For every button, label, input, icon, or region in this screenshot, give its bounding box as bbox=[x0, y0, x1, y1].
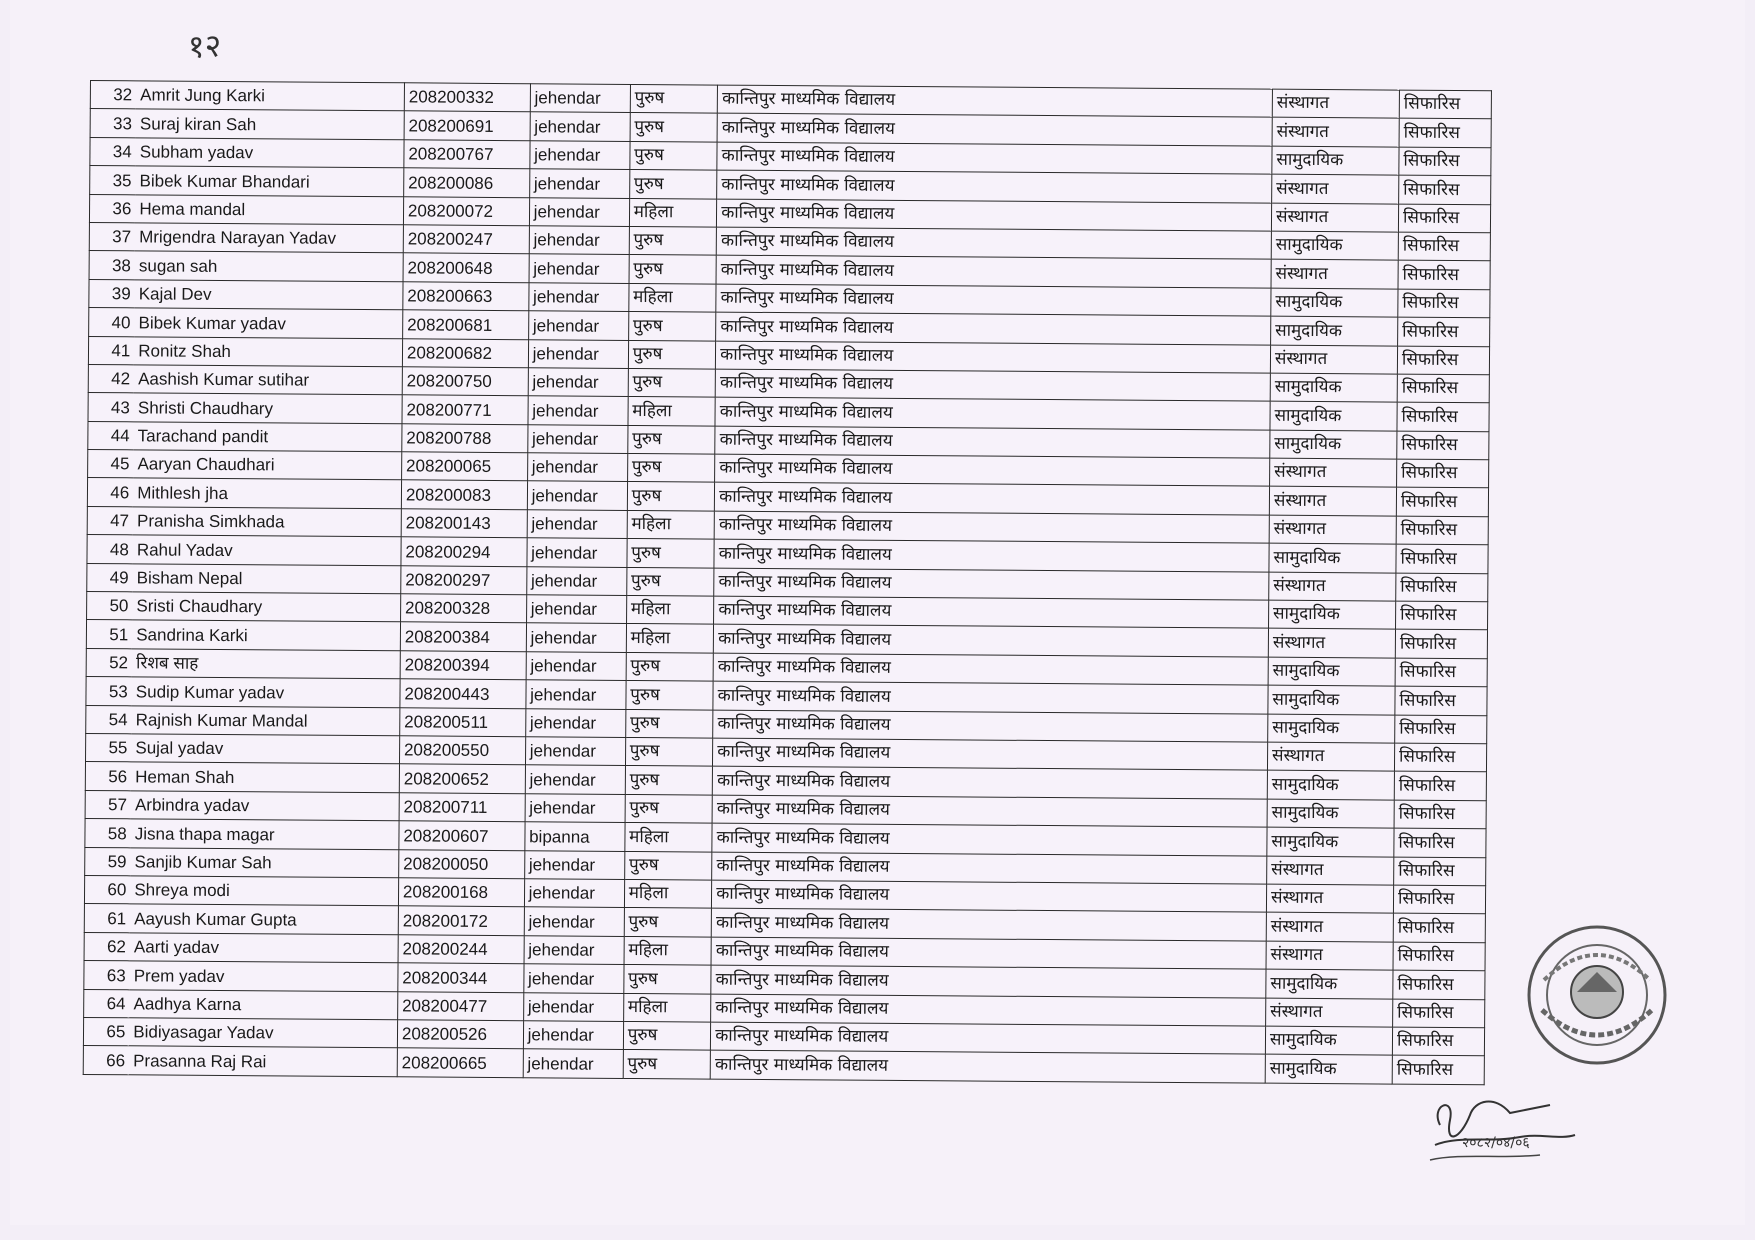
school-name-cell: कान्तिपुर माध्यमिक विद्यालय bbox=[713, 710, 1268, 742]
serial-number-cell: 60 bbox=[84, 875, 130, 904]
serial-number-cell: 56 bbox=[85, 762, 131, 791]
school-name-cell: कान्तिपुर माध्यमिक विद्यालय bbox=[717, 113, 1272, 145]
gender-cell: पुरुष bbox=[624, 908, 712, 937]
roll-number-cell: 208200328 bbox=[400, 594, 526, 623]
gender-cell: पुरुष bbox=[625, 737, 713, 766]
school-type-cell: सामुदायिक bbox=[1272, 146, 1399, 175]
school-type-cell: सामुदायिक bbox=[1268, 714, 1395, 743]
recommendation-cell: सिफारिस bbox=[1394, 857, 1486, 886]
school-type-cell: संस्थागत bbox=[1271, 203, 1398, 232]
recommendation-cell: सिफारिस bbox=[1399, 90, 1491, 119]
serial-number-cell: 59 bbox=[85, 847, 131, 876]
school-type-cell: सामुदायिक bbox=[1270, 373, 1397, 402]
gender-cell: महिला bbox=[623, 993, 711, 1022]
school-name-cell: कान्तिपुर माध्यमिक विद्यालय bbox=[716, 227, 1271, 259]
school-type-cell: संस्थागत bbox=[1267, 742, 1394, 771]
student-name-cell: sugan sah bbox=[135, 251, 403, 281]
user-cell: jehendar bbox=[529, 197, 629, 226]
school-name-cell: कान्तिपुर माध्यमिक विद्यालय bbox=[714, 511, 1269, 543]
gender-cell: महिला bbox=[629, 283, 717, 312]
serial-number-cell: 65 bbox=[83, 1017, 129, 1046]
gender-cell: महिला bbox=[627, 510, 715, 539]
school-name-cell: कान्तिपुर माध्यमिक विद्यालय bbox=[711, 994, 1266, 1026]
gender-cell: पुरुष bbox=[624, 965, 712, 994]
serial-number-cell: 43 bbox=[88, 393, 134, 422]
user-cell: jehendar bbox=[526, 623, 626, 652]
user-cell: jehendar bbox=[524, 850, 624, 879]
gender-cell: पुरुष bbox=[629, 170, 717, 199]
user-cell: bipanna bbox=[525, 822, 625, 851]
user-cell: jehendar bbox=[527, 481, 627, 510]
recommendation-cell: सिफारिस bbox=[1395, 658, 1487, 687]
user-cell: jehendar bbox=[527, 453, 627, 482]
gender-cell: पुरुष bbox=[626, 567, 714, 596]
gender-cell: महिला bbox=[625, 823, 713, 852]
user-cell: jehendar bbox=[529, 169, 629, 198]
gender-cell: पुरुष bbox=[630, 113, 718, 142]
student-name-cell: Subham yadav bbox=[136, 138, 404, 168]
gender-cell: पुरुष bbox=[626, 681, 714, 710]
gender-cell: पुरुष bbox=[628, 368, 716, 397]
student-name-cell: Aaryan Chaudhari bbox=[133, 450, 401, 480]
serial-number-cell: 35 bbox=[90, 166, 136, 195]
serial-number-cell: 36 bbox=[89, 194, 135, 223]
roll-number-cell: 208200297 bbox=[401, 565, 527, 594]
user-cell: jehendar bbox=[528, 311, 628, 340]
gender-cell: पुरुष bbox=[627, 425, 715, 454]
recommendation-cell: सिफारिस bbox=[1397, 402, 1489, 431]
school-name-cell: कान्तिपुर माध्यमिक विद्यालय bbox=[716, 341, 1271, 373]
user-cell: jehendar bbox=[528, 339, 628, 368]
roll-number-cell: 208200788 bbox=[402, 423, 528, 452]
gender-cell: पुरुष bbox=[629, 255, 717, 284]
school-type-cell: संस्थागत bbox=[1269, 515, 1396, 544]
gender-cell: पुरुष bbox=[627, 482, 715, 511]
user-cell: jehendar bbox=[529, 254, 629, 283]
recommendation-cell: सिफारिस bbox=[1397, 431, 1489, 460]
roll-number-cell: 208200072 bbox=[403, 196, 529, 225]
roll-number-cell: 208200247 bbox=[403, 225, 529, 254]
user-cell: jehendar bbox=[526, 566, 626, 595]
school-name-cell: कान्तिपुर माध्यमिक विद्यालय bbox=[710, 1050, 1265, 1082]
roll-number-cell: 208200711 bbox=[399, 793, 525, 822]
school-name-cell: कान्तिपुर माध्यमिक विद्यालय bbox=[711, 908, 1266, 940]
school-type-cell: सामुदायिक bbox=[1270, 430, 1397, 459]
user-cell: jehendar bbox=[523, 1049, 623, 1078]
school-name-cell: कान्तिपुर माध्यमिक विद्यालय bbox=[711, 965, 1266, 997]
roll-number-cell: 208200332 bbox=[404, 83, 530, 112]
school-type-cell: सामुदायिक bbox=[1271, 316, 1398, 345]
roll-number-cell: 208200384 bbox=[400, 622, 526, 651]
serial-number-cell: 45 bbox=[88, 450, 134, 479]
serial-number-cell: 51 bbox=[86, 620, 132, 649]
student-name-cell: Hema mandal bbox=[135, 194, 403, 224]
school-type-cell: संस्थागत bbox=[1266, 884, 1393, 913]
user-cell: jehendar bbox=[530, 141, 630, 170]
school-name-cell: कान्तिपुर माध्यमिक विद्यालय bbox=[712, 823, 1267, 855]
roll-number-cell: 208200681 bbox=[403, 310, 529, 339]
school-type-cell: संस्थागत bbox=[1269, 487, 1396, 516]
gender-cell: पुरुष bbox=[625, 709, 713, 738]
recommendation-cell: सिफारिस bbox=[1394, 800, 1486, 829]
gender-cell: पुरुष bbox=[628, 340, 716, 369]
student-name-cell: Heman Shah bbox=[131, 762, 399, 792]
student-name-cell: Pranisha Simkhada bbox=[133, 507, 401, 537]
recommendation-cell: सिफारिस bbox=[1393, 885, 1485, 914]
table-body bbox=[83, 81, 1491, 1085]
serial-number-cell: 46 bbox=[87, 478, 133, 507]
school-name-cell: कान्तिपुर माध्यमिक विद्यालय bbox=[717, 142, 1272, 174]
roll-number-cell: 208200767 bbox=[404, 140, 530, 169]
roll-number-cell: 208200750 bbox=[402, 367, 528, 396]
gender-cell: महिला bbox=[624, 879, 712, 908]
student-name-cell: Aadhya Karna bbox=[129, 989, 397, 1019]
roll-number-cell: 208200065 bbox=[401, 452, 527, 481]
user-cell: jehendar bbox=[526, 652, 626, 681]
school-name-cell: कान्तिपुर माध्यमिक विद्यालय bbox=[711, 1022, 1266, 1054]
serial-number-cell: 62 bbox=[84, 932, 130, 961]
user-cell: jehendar bbox=[523, 964, 623, 993]
school-type-cell: संस्थागत bbox=[1268, 629, 1395, 658]
serial-number-cell: 64 bbox=[84, 989, 130, 1018]
student-name-cell: Bibek Kumar Bhandari bbox=[135, 166, 403, 196]
serial-number-cell: 58 bbox=[85, 819, 131, 848]
student-name-cell: Suraj kiran Sah bbox=[136, 109, 404, 139]
recommendation-cell: सिफारिस bbox=[1394, 771, 1486, 800]
recommendation-cell: सिफारिस bbox=[1397, 346, 1489, 375]
recommendation-cell: सिफारिस bbox=[1396, 573, 1488, 602]
student-name-cell: Shristi Chaudhary bbox=[134, 393, 402, 423]
student-name-cell: Sanjib Kumar Sah bbox=[130, 847, 398, 877]
serial-number-cell: 66 bbox=[83, 1046, 129, 1075]
student-name-cell: Bisham Nepal bbox=[133, 563, 401, 593]
recommendation-cell: सिफारिस bbox=[1398, 289, 1490, 318]
gender-cell: पुरुष bbox=[629, 226, 717, 255]
recommendation-cell: सिफारिस bbox=[1398, 204, 1490, 233]
recommendation-cell: सिफारिस bbox=[1397, 459, 1489, 488]
school-type-cell: संस्थागत bbox=[1269, 572, 1396, 601]
user-cell: jehendar bbox=[528, 282, 628, 311]
recommendation-cell: सिफारिस bbox=[1395, 715, 1487, 744]
recommendation-cell: सिफारिस bbox=[1395, 601, 1487, 630]
student-name-cell: Kajal Dev bbox=[135, 280, 403, 310]
gender-cell: पुरुष bbox=[626, 652, 714, 681]
school-type-cell: सामुदायिक bbox=[1265, 1026, 1392, 1055]
school-type-cell: संस्थागत bbox=[1270, 345, 1397, 374]
document-page bbox=[10, 0, 1745, 1225]
serial-number-cell: 44 bbox=[88, 421, 134, 450]
user-cell: jehendar bbox=[527, 424, 627, 453]
user-cell: jehendar bbox=[530, 112, 630, 141]
school-type-cell: संस्थागत bbox=[1272, 89, 1399, 118]
gender-cell: पुरुष bbox=[627, 454, 715, 483]
gender-cell: पुरुष bbox=[624, 851, 712, 880]
roll-number-cell: 208200172 bbox=[398, 906, 524, 935]
school-name-cell: कान्तिपुर माध्यमिक विद्यालय bbox=[714, 625, 1269, 657]
recommendation-cell: सिफारिस bbox=[1395, 630, 1487, 659]
roll-number-cell: 208200477 bbox=[398, 991, 524, 1020]
school-type-cell: संस्थागत bbox=[1266, 912, 1393, 941]
gender-cell: महिला bbox=[626, 624, 714, 653]
school-name-cell: कान्तिपुर माध्यमिक विद्यालय bbox=[716, 284, 1271, 316]
roll-number-cell: 208200648 bbox=[403, 253, 529, 282]
student-records-table bbox=[83, 80, 1492, 1085]
school-type-cell: सामुदायिक bbox=[1271, 231, 1398, 260]
serial-number-cell: 50 bbox=[87, 592, 133, 621]
gender-cell: महिला bbox=[624, 936, 712, 965]
student-name-cell: Aashish Kumar sutihar bbox=[134, 365, 402, 395]
serial-number-cell: 55 bbox=[86, 733, 132, 762]
page-number: १२ bbox=[187, 26, 223, 66]
gender-cell: महिला bbox=[629, 198, 717, 227]
serial-number-cell: 49 bbox=[87, 563, 133, 592]
gender-cell: पुरुष bbox=[630, 84, 718, 113]
user-cell: jehendar bbox=[525, 737, 625, 766]
school-name-cell: कान्तिपुर माध्यमिक विद्यालय bbox=[717, 85, 1272, 117]
roll-number-cell: 208200665 bbox=[397, 1048, 523, 1077]
recommendation-cell: सिफारिस bbox=[1398, 317, 1490, 346]
student-name-cell: Rajnish Kumar Mandal bbox=[132, 705, 400, 735]
student-name-cell: रिशब साह bbox=[132, 649, 400, 679]
serial-number-cell: 38 bbox=[89, 251, 135, 280]
roll-number-cell: 208200771 bbox=[402, 395, 528, 424]
signature-date: २०८२/०४/०६ bbox=[1462, 1135, 1530, 1151]
school-type-cell: सामुदायिक bbox=[1267, 799, 1394, 828]
school-name-cell: कान्तिपुर माध्यमिक विद्यालय bbox=[714, 539, 1269, 571]
recommendation-cell: सिफारिस bbox=[1399, 118, 1491, 147]
student-name-cell: Ronitz Shah bbox=[134, 336, 402, 366]
recommendation-cell: सिफारिस bbox=[1393, 999, 1485, 1028]
school-type-cell: सामुदायिक bbox=[1268, 657, 1395, 686]
school-type-cell: सामुदायिक bbox=[1265, 1054, 1392, 1083]
student-name-cell: Jisna thapa magar bbox=[131, 819, 399, 849]
student-name-cell: Sandrina Karki bbox=[132, 620, 400, 650]
serial-number-cell: 39 bbox=[89, 279, 135, 308]
user-cell: jehendar bbox=[524, 879, 624, 908]
recommendation-cell: सिफारिस bbox=[1396, 516, 1488, 545]
school-type-cell: सामुदायिक bbox=[1268, 600, 1395, 629]
gender-cell: पुरुष bbox=[630, 141, 718, 170]
roll-number-cell: 208200526 bbox=[397, 1020, 523, 1049]
gender-cell: महिला bbox=[628, 397, 716, 426]
roll-number-cell: 208200394 bbox=[400, 651, 526, 680]
school-name-cell: कान्तिपुर माध्यमिक विद्यालय bbox=[712, 852, 1267, 884]
serial-number-cell: 63 bbox=[84, 961, 130, 990]
recommendation-cell: सिफारिस bbox=[1395, 686, 1487, 715]
recommendation-cell: सिफारिस bbox=[1397, 374, 1489, 403]
handwritten-signature bbox=[1400, 1085, 1600, 1175]
school-name-cell: कान्तिपुर माध्यमिक विद्यालय bbox=[715, 397, 1270, 429]
student-name-cell: Prasanna Raj Rai bbox=[129, 1046, 397, 1076]
user-cell: jehendar bbox=[530, 84, 630, 113]
roll-number-cell: 208200691 bbox=[404, 111, 530, 140]
office-seal-stamp bbox=[1522, 920, 1672, 1070]
school-name-cell: कान्तिपुर माध्यमिक विद्यालय bbox=[711, 937, 1266, 969]
recommendation-cell: सिफारिस bbox=[1394, 828, 1486, 857]
school-type-cell: संस्थागत bbox=[1266, 998, 1393, 1027]
school-name-cell: कान्तिपुर माध्यमिक विद्यालय bbox=[712, 766, 1267, 798]
roll-number-cell: 208200083 bbox=[401, 480, 527, 509]
student-name-cell: Sujal yadav bbox=[131, 734, 399, 764]
serial-number-cell: 48 bbox=[87, 535, 133, 564]
school-name-cell: कान्तिपुर माध्यमिक विद्यालय bbox=[714, 596, 1269, 628]
roll-number-cell: 208200607 bbox=[399, 821, 525, 850]
user-cell: jehendar bbox=[528, 368, 628, 397]
user-cell: jehendar bbox=[526, 680, 626, 709]
student-name-cell: Rahul Yadav bbox=[133, 535, 401, 565]
school-type-cell: सामुदायिक bbox=[1267, 827, 1394, 856]
student-name-cell: Bibek Kumar yadav bbox=[134, 308, 402, 338]
student-name-cell: Mrigendra Narayan Yadav bbox=[135, 223, 403, 253]
serial-number-cell: 52 bbox=[86, 648, 132, 677]
school-name-cell: कान्तिपुर माध्यमिक विद्यालय bbox=[715, 483, 1270, 515]
student-name-cell: Sudip Kumar yadav bbox=[132, 677, 400, 707]
recommendation-cell: सिफारिस bbox=[1399, 175, 1491, 204]
recommendation-cell: सिफारिस bbox=[1393, 913, 1485, 942]
user-cell: jehendar bbox=[523, 992, 623, 1021]
school-name-cell: कान्तिपुर माध्यमिक विद्यालय bbox=[716, 255, 1271, 287]
user-cell: jehendar bbox=[525, 708, 625, 737]
roll-number-cell: 208200652 bbox=[399, 764, 525, 793]
serial-number-cell: 37 bbox=[89, 222, 135, 251]
recommendation-cell: सिफारिस bbox=[1393, 942, 1485, 971]
roll-number-cell: 208200682 bbox=[402, 338, 528, 367]
student-name-cell: Mithlesh jha bbox=[133, 478, 401, 508]
school-name-cell: कान्तिपुर माध्यमिक विद्यालय bbox=[717, 199, 1272, 231]
gender-cell: पुरुष bbox=[627, 539, 715, 568]
recommendation-cell: सिफारिस bbox=[1399, 147, 1491, 176]
roll-number-cell: 208200511 bbox=[400, 707, 526, 736]
student-name-cell: Prem yadav bbox=[130, 961, 398, 991]
serial-number-cell: 41 bbox=[88, 336, 134, 365]
school-type-cell: सामुदायिक bbox=[1270, 401, 1397, 430]
roll-number-cell: 208200086 bbox=[404, 168, 530, 197]
roll-number-cell: 208200443 bbox=[400, 679, 526, 708]
gender-cell: पुरुष bbox=[625, 766, 713, 795]
school-name-cell: कान्तिपुर माध्यमिक विद्यालय bbox=[712, 880, 1267, 912]
school-name-cell: कान्तिपुर माध्यमिक विद्यालय bbox=[713, 738, 1268, 770]
school-type-cell: सामुदायिक bbox=[1266, 969, 1393, 998]
serial-number-cell: 33 bbox=[90, 109, 136, 138]
school-name-cell: कान्तिपुर माध्यमिक विद्यालय bbox=[715, 426, 1270, 458]
student-name-cell: Shreya modi bbox=[130, 876, 398, 906]
school-name-cell: कान्तिपुर माध्यमिक विद्यालय bbox=[715, 454, 1270, 486]
student-name-cell: Sristi Chaudhary bbox=[132, 592, 400, 622]
school-name-cell: कान्तिपुर माध्यमिक विद्यालय bbox=[714, 568, 1269, 600]
roll-number-cell: 208200143 bbox=[401, 509, 527, 538]
serial-number-cell: 53 bbox=[86, 677, 132, 706]
school-type-cell: सामुदायिक bbox=[1269, 543, 1396, 572]
user-cell: jehendar bbox=[525, 765, 625, 794]
roll-number-cell: 208200663 bbox=[403, 282, 529, 311]
recommendation-cell: सिफारिस bbox=[1398, 260, 1490, 289]
school-type-cell: संस्थागत bbox=[1266, 941, 1393, 970]
user-cell: jehendar bbox=[527, 510, 627, 539]
serial-number-cell: 57 bbox=[85, 790, 131, 819]
school-name-cell: कान्तिपुर माध्यमिक विद्यालय bbox=[713, 681, 1268, 713]
school-type-cell: सामुदायिक bbox=[1268, 685, 1395, 714]
student-name-cell: Aayush Kumar Gupta bbox=[130, 904, 398, 934]
school-name-cell: कान्तिपुर माध्यमिक विद्यालय bbox=[717, 170, 1272, 202]
serial-number-cell: 32 bbox=[90, 81, 136, 110]
user-cell: jehendar bbox=[529, 226, 629, 255]
roll-number-cell: 208200244 bbox=[398, 935, 524, 964]
serial-number-cell: 47 bbox=[87, 506, 133, 535]
gender-cell: पुरुष bbox=[628, 312, 716, 341]
student-name-cell: Aarti yadav bbox=[130, 933, 398, 963]
school-name-cell: कान्तिपुर माध्यमिक विद्यालय bbox=[715, 369, 1270, 401]
gender-cell: महिला bbox=[626, 595, 714, 624]
recommendation-cell: सिफारिस bbox=[1393, 970, 1485, 999]
recommendation-cell: सिफारिस bbox=[1396, 488, 1488, 517]
gender-cell: पुरुष bbox=[625, 794, 713, 823]
student-name-cell: Tarachand pandit bbox=[134, 422, 402, 452]
school-name-cell: कान्तिपुर माध्यमिक विद्यालय bbox=[712, 795, 1267, 827]
serial-number-cell: 34 bbox=[90, 137, 136, 166]
school-name-cell: कान्तिपुर माध्यमिक विद्यालय bbox=[716, 312, 1271, 344]
student-name-cell: Bidiyasagar Yadav bbox=[129, 1018, 397, 1048]
school-type-cell: सामुदायिक bbox=[1267, 771, 1394, 800]
serial-number-cell: 40 bbox=[89, 308, 135, 337]
serial-number-cell: 42 bbox=[88, 364, 134, 393]
user-cell: jehendar bbox=[524, 935, 624, 964]
roll-number-cell: 208200550 bbox=[399, 736, 525, 765]
recommendation-cell: सिफारिस bbox=[1392, 1055, 1484, 1084]
user-cell: jehendar bbox=[523, 1021, 623, 1050]
user-cell: jehendar bbox=[526, 595, 626, 624]
school-type-cell: संस्थागत bbox=[1270, 458, 1397, 487]
recommendation-cell: सिफारिस bbox=[1396, 544, 1488, 573]
recommendation-cell: सिफारिस bbox=[1394, 743, 1486, 772]
recommendation-cell: सिफारिस bbox=[1392, 1027, 1484, 1056]
student-name-cell: Amrit Jung Karki bbox=[136, 81, 404, 111]
serial-number-cell: 61 bbox=[84, 904, 130, 933]
gender-cell: पुरुष bbox=[623, 1050, 711, 1079]
user-cell: jehendar bbox=[524, 907, 624, 936]
gender-cell: पुरुष bbox=[623, 1021, 711, 1050]
school-type-cell: संस्थागत bbox=[1272, 118, 1399, 147]
recommendation-cell: सिफारिस bbox=[1398, 232, 1490, 261]
user-cell: jehendar bbox=[528, 396, 628, 425]
school-type-cell: संस्थागत bbox=[1267, 856, 1394, 885]
roll-number-cell: 208200168 bbox=[398, 878, 524, 907]
school-type-cell: सामुदायिक bbox=[1271, 288, 1398, 317]
student-name-cell: Arbindra yadav bbox=[131, 791, 399, 821]
school-name-cell: कान्तिपुर माध्यमिक विद्यालय bbox=[713, 653, 1268, 685]
user-cell: jehendar bbox=[527, 538, 627, 567]
roll-number-cell: 208200294 bbox=[401, 537, 527, 566]
school-type-cell: संस्थागत bbox=[1272, 174, 1399, 203]
user-cell: jehendar bbox=[525, 793, 625, 822]
school-type-cell: संस्थागत bbox=[1271, 260, 1398, 289]
roll-number-cell: 208200050 bbox=[399, 849, 525, 878]
roll-number-cell: 208200344 bbox=[398, 963, 524, 992]
serial-number-cell: 54 bbox=[86, 705, 132, 734]
